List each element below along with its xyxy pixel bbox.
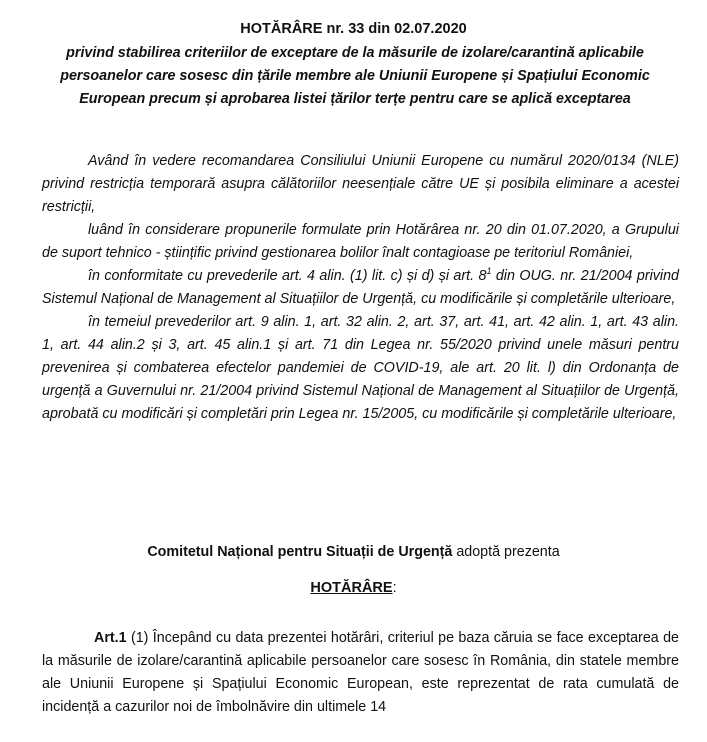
superscript-1: 1 (486, 266, 492, 277)
preamble-paragraph-4: în temeiul prevederilor art. 9 alin. 1, art. 32 alin. 2, art. 37, art. 41, art. 42 alin. 1, art. 43 alin. 1, art. 44 alin.2 și 3, art. 45 alin.1 și art. 71 din Legea nr. 55/2020 privind unele măsuri pentru prevenirea și combaterea efectelor pandemiei de COVID-19, ale art. 20 lit. l) din Ordonanța de urgență a Guvernului nr. 21/2004 privind Sistemul Național de Management al Situațiilor de Urgență, aprobată cu modificări și completări prin Legea nr. 15/2005, cu modificările și completările ulterioare, (42, 314, 679, 422)
document-title: HOTĂRÂRE nr. 33 din 02.07.2020 (240, 21, 467, 37)
article-1-paragraph (42, 627, 679, 719)
committee-name: Comitetul Național pentru Situații de Urgență (147, 544, 453, 560)
preamble-paragraph-3 (42, 265, 679, 311)
preamble-paragraph-1: Având în vedere recomandarea Consiliului Uniunii Europene cu numărul 2020/0134 (NLE) privind restricția temporară asupra călătoriilor neesențiale către UE și posibila eliminare a acestei restricții, (42, 153, 679, 215)
preamble-paragraph-2: luând în considerare propunerile formulate prin Hotărârea nr. 20 din 01.07.2020, a Grupului de suport tehnico - științific privind gestionarea bolilor înalt contagioase pe teritoriul României, (42, 222, 679, 261)
preamble-paragraph-3-end: din OUG. nr. 21/2004 privind Sistemul Național de Management al Situațiilor de Urgență, cu modificările și completările ulterioare, (42, 268, 679, 307)
article-1-text: (1) Începând cu data prezentei hotărâri, criteriul pe baza căruia se face exceptarea de la măsurile de izolare/carantină aplicabile persoanelor care sosesc în România, din statele membre ale Uniunii Europene și Spațiului Economic European, este reprezentat de rata cumulată de incidență a cazurilor noi de îmbolnăvire din ultimele 14 (42, 630, 679, 715)
preamble-paragraph-3-start: în conformitate cu prevederile art. 4 alin. (1) lit. c) și d) și art. 8 (88, 268, 487, 284)
article-1 (42, 627, 679, 719)
adoption-text: adoptă prezenta (452, 544, 560, 560)
decision-colon: : (392, 580, 397, 596)
adoption-line (0, 541, 707, 563)
document-subtitle: privind stabilirea criteriilor de exceptare de la măsurile de izolare/carantină aplicabile persoanelor care sosesc din țările membre ale Uniunii Europene și Spațiului Economic European precum și aprobarea listei țărilor terțe pentru care se aplică exceptarea (60, 45, 650, 107)
article-1-label: Art.1 (94, 630, 127, 646)
decision-word: HOTĂRÂRE (310, 580, 393, 596)
decision-heading (0, 577, 707, 599)
preamble (42, 150, 679, 426)
